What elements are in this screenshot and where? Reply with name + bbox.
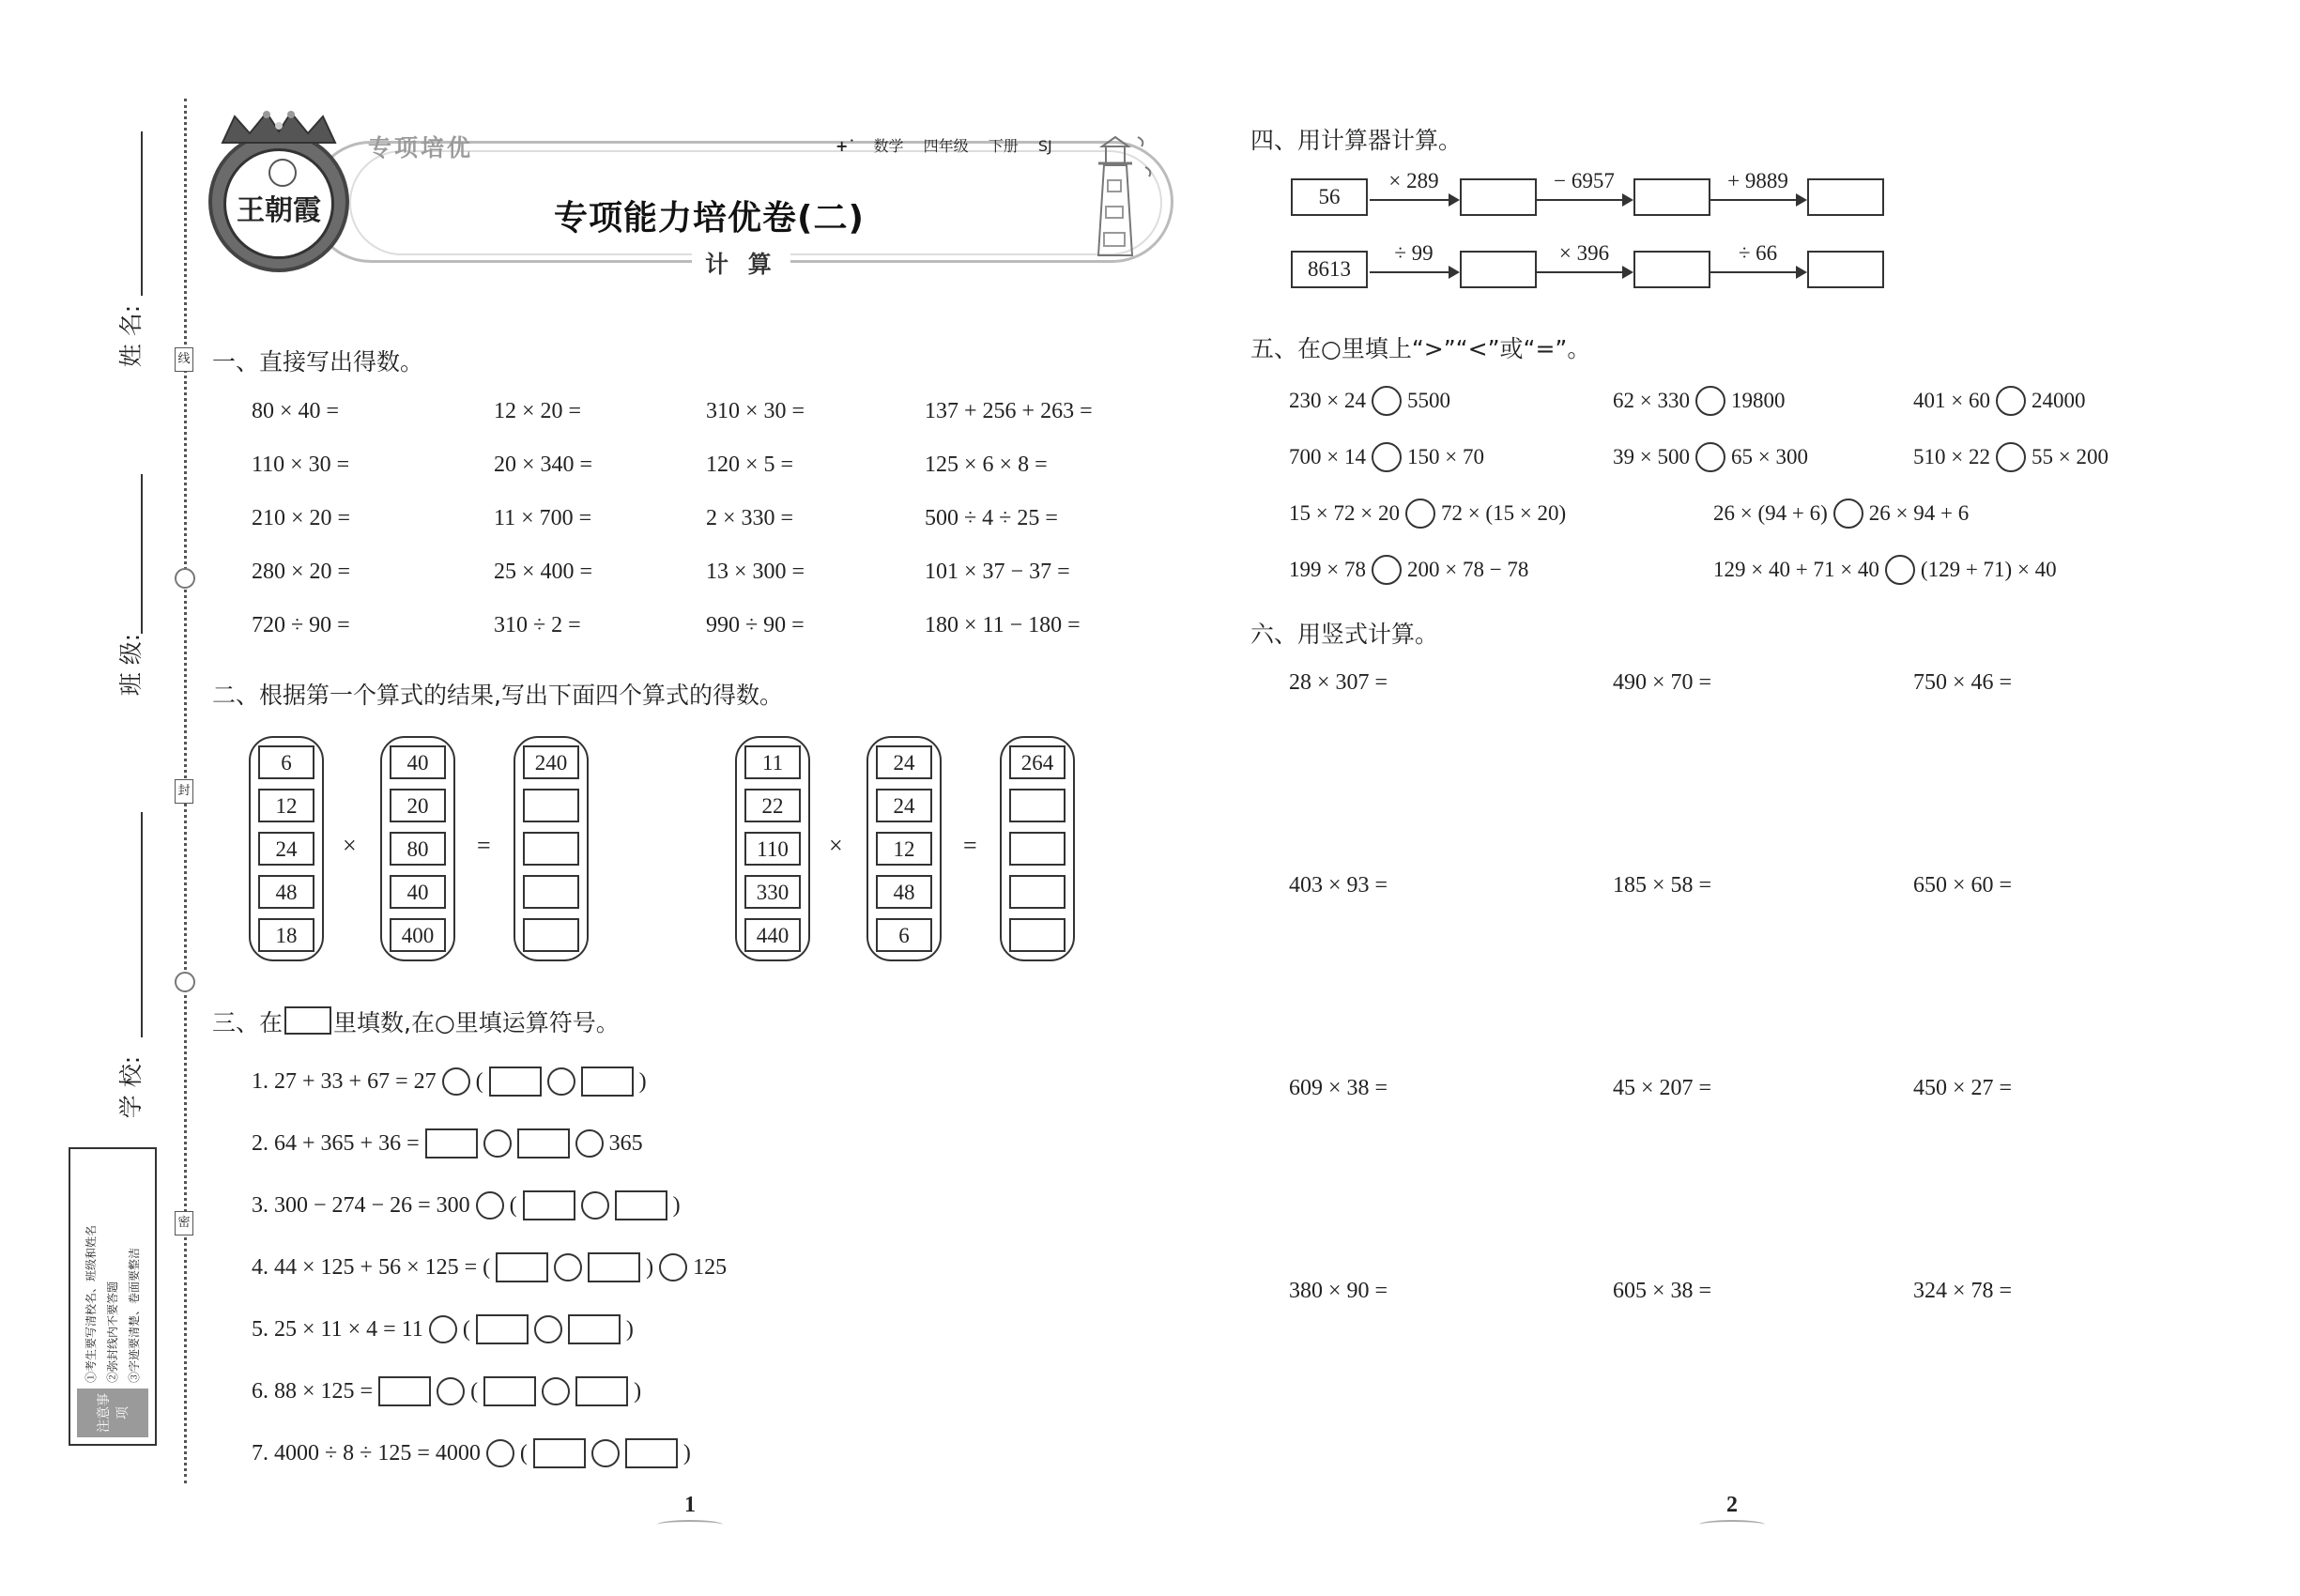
page-swoosh-icon (1699, 1520, 1765, 1529)
oral-calc-item: 180 × 11 − 180 = (925, 613, 1081, 637)
times-sign: × (343, 832, 357, 859)
compare-item (1289, 441, 1484, 473)
operator-circle[interactable] (575, 1129, 604, 1158)
compare-item (1289, 385, 1450, 417)
work-area[interactable] (1613, 1113, 1838, 1254)
compare-right: 5500 (1406, 389, 1450, 412)
equals-sign: = (963, 832, 977, 859)
oral-calc-item: 310 × 30 = (706, 399, 805, 423)
number-box[interactable] (476, 1314, 529, 1344)
number-cell: 80 (390, 832, 446, 866)
number-box[interactable] (489, 1067, 542, 1097)
number-cell: 40 (390, 745, 446, 779)
operator-circle[interactable] (547, 1067, 575, 1096)
seal-circle-icon (175, 972, 195, 992)
times-sign: × (829, 832, 843, 859)
operation-label: + 9889 (1727, 169, 1788, 192)
number-cell: 264 (1009, 745, 1066, 779)
school-underline[interactable] (141, 812, 143, 1037)
operator-circle[interactable] (581, 1191, 609, 1220)
work-area[interactable] (1613, 911, 1838, 1051)
compare-item (1913, 441, 2108, 473)
compare-right: 200 × 78 − 78 (1406, 558, 1529, 581)
brand-crown-icon (218, 111, 340, 145)
paren: ( (462, 1316, 470, 1342)
operator-circle[interactable] (429, 1315, 457, 1343)
operator-circle[interactable] (534, 1315, 562, 1343)
compare-right: 72 × (15 × 20) (1440, 501, 1567, 525)
page-title: 专项能力培优卷(二) (554, 199, 865, 238)
oral-calc-item: 280 × 20 = (252, 560, 351, 584)
number-box[interactable] (575, 1376, 628, 1406)
fill-blank-row (252, 1187, 681, 1224)
compare-circle[interactable] (1833, 499, 1863, 529)
compare-circle[interactable] (1372, 386, 1402, 416)
brand-badge (223, 148, 334, 259)
work-area[interactable] (1913, 911, 2139, 1051)
arrow-line (1710, 199, 1805, 201)
oral-calc-item: 11 × 700 = (494, 506, 592, 530)
vertical-calc-item: 450 × 27 = (1913, 1076, 2013, 1100)
vertical-calc-item: 28 × 307 = (1289, 670, 1388, 695)
oral-calc-item: 101 × 37 − 37 = (925, 560, 1070, 584)
fill-blank-row (252, 1125, 643, 1162)
result-box[interactable] (1807, 251, 1884, 288)
operator-circle[interactable] (442, 1067, 470, 1096)
answer-box[interactable] (1009, 832, 1066, 866)
compare-right: 150 × 70 (1406, 445, 1484, 468)
compare-right: (129 + 71) × 40 (1920, 558, 2057, 581)
equation-tail: 365 (608, 1130, 643, 1156)
compare-left: 26 × (94 + 6) (1713, 501, 1828, 525)
oral-calc-item: 120 × 5 = (706, 453, 794, 477)
result-box[interactable] (1633, 178, 1710, 216)
compare-circle[interactable] (1885, 555, 1915, 585)
number-cell: 24 (258, 832, 314, 866)
arrow-head-icon (1796, 266, 1807, 279)
result-box[interactable] (1460, 178, 1537, 216)
notes-title: 注意事项 (77, 1389, 148, 1437)
section2-title: 二、根据第一个算式的结果,写出下面四个算式的得数。 (212, 682, 783, 709)
paren: ) (646, 1254, 654, 1280)
number-cell: 12 (258, 789, 314, 822)
paren: ( (509, 1192, 517, 1218)
vertical-calc-item: 650 × 60 = (1913, 873, 2013, 898)
equation-text: 2. 64 + 365 + 36 = (252, 1130, 420, 1156)
paren: ( (519, 1440, 528, 1466)
compare-left: 199 × 78 (1289, 558, 1366, 581)
compare-circle[interactable] (1372, 442, 1402, 472)
note-line: ①考生要写清校名、班级和姓名 (84, 1224, 98, 1383)
equation-text: 6. 88 × 125 = (252, 1378, 374, 1404)
arrow-line (1537, 271, 1632, 273)
fill-blank-row (252, 1063, 647, 1100)
answer-box[interactable] (1009, 789, 1066, 822)
answer-box[interactable] (523, 789, 579, 822)
vertical-calc-item: 185 × 58 = (1613, 873, 1712, 898)
seal-mark-line: 线 (175, 347, 193, 372)
number-cell: 22 (744, 789, 801, 822)
operator-circle[interactable] (483, 1129, 512, 1158)
oral-calc-item: 990 ÷ 90 = (706, 613, 805, 637)
compare-left: 129 × 40 + 71 × 40 (1713, 558, 1879, 581)
arrow-line (1537, 199, 1632, 201)
equation-text: 1. 27 + 33 + 67 = 27 (252, 1068, 437, 1094)
oral-calc-item: 80 × 40 = (252, 399, 340, 423)
section1-title: 一、直接写出得数。 (212, 348, 424, 376)
paren: ) (682, 1440, 691, 1466)
compare-circle[interactable] (1996, 442, 2026, 472)
equation-tail: 125 (693, 1254, 728, 1280)
result-box[interactable] (1460, 251, 1537, 288)
class-underline[interactable] (141, 474, 143, 634)
paren: ) (625, 1316, 634, 1342)
number-cell: 40 (390, 875, 446, 909)
compare-circle[interactable] (1996, 386, 2026, 416)
compare-circle[interactable] (1372, 555, 1402, 585)
compare-item (1713, 554, 2057, 586)
chain-start-box: 8613 (1291, 251, 1368, 288)
paren: ) (638, 1068, 647, 1094)
number-cell: 24 (876, 789, 932, 822)
page-number-right: 2 (1690, 1493, 1774, 1529)
compare-left: 510 × 22 (1913, 445, 1990, 468)
compare-left: 230 × 24 (1289, 389, 1366, 412)
number-cell: 110 (744, 832, 801, 866)
number-cell: 12 (876, 832, 932, 866)
notes-content (77, 1156, 148, 1437)
page-swoosh-icon (657, 1520, 723, 1529)
number-cell: 48 (876, 875, 932, 909)
operator-circle[interactable] (659, 1253, 687, 1281)
paren: ( (483, 1254, 491, 1280)
arrow-line (1710, 271, 1805, 273)
vertical-calc-item: 750 × 46 = (1913, 670, 2013, 695)
fill-blank-row (252, 1311, 634, 1348)
number-cell: 440 (744, 918, 801, 952)
section4-title: 四、用计算器计算。 (1250, 127, 1463, 154)
oral-calc-item: 25 × 400 = (494, 560, 593, 584)
oral-calc-item: 2 × 330 = (706, 506, 794, 530)
number-box[interactable] (581, 1067, 634, 1097)
seal-mark-seal: 封 (175, 779, 193, 804)
number-cell: 20 (390, 789, 446, 822)
oral-calc-item: 720 ÷ 90 = (252, 613, 350, 637)
work-area[interactable] (1289, 911, 1514, 1051)
arrow-head-icon (1622, 193, 1633, 207)
work-area[interactable] (1289, 1316, 1514, 1457)
header-meta: +˙ 数学 四年级 下册 SJ (836, 137, 1052, 155)
compare-item (1289, 554, 1528, 586)
compare-item (1713, 498, 1969, 529)
number-box[interactable] (425, 1128, 478, 1159)
operator-circle[interactable] (554, 1253, 582, 1281)
compare-item (1613, 385, 1785, 417)
fill-blank-row (252, 1249, 727, 1286)
equation-text: 7. 4000 ÷ 8 ÷ 125 = 4000 (252, 1440, 481, 1466)
equation-text: 3. 300 − 274 − 26 = 300 (252, 1192, 470, 1218)
arrow-line (1370, 271, 1458, 273)
name-underline[interactable] (141, 131, 143, 296)
chain-start-box: 56 (1291, 178, 1368, 216)
number-box[interactable] (517, 1128, 570, 1159)
compare-item (1289, 498, 1566, 529)
operation-label: × 396 (1558, 241, 1610, 265)
compare-right: 55 × 200 (2031, 445, 2108, 468)
vertical-calc-item: 609 × 38 = (1289, 1076, 1388, 1100)
paren: ) (634, 1378, 642, 1404)
note-line: ③字迹要清楚、卷面要整洁 (128, 1247, 141, 1383)
fill-blank-row (252, 1435, 691, 1472)
compare-right: 65 × 300 (1730, 445, 1808, 468)
vertical-calc-item: 490 × 70 = (1613, 670, 1712, 695)
vertical-calc-item: 45 × 207 = (1613, 1076, 1712, 1100)
brand-name: 王朝霞 (237, 194, 321, 227)
work-area[interactable] (1289, 708, 1514, 849)
equation-text: 5. 25 × 11 × 4 = 11 (252, 1316, 423, 1342)
work-area[interactable] (1613, 1316, 1838, 1457)
oral-calc-item: 137 + 256 + 263 = (925, 399, 1093, 423)
oral-calc-item: 125 × 6 × 8 = (925, 453, 1048, 477)
operation-label: ÷ 66 (1738, 241, 1778, 265)
equation-text: 4. 44 × 125 + 56 × 125 = (252, 1254, 478, 1280)
compare-left: 401 × 60 (1913, 389, 1990, 412)
number-box[interactable] (568, 1314, 621, 1344)
paren: ( (470, 1378, 479, 1404)
vertical-calc-item: 324 × 78 = (1913, 1279, 2013, 1303)
fill-blank-row (252, 1373, 641, 1410)
number-box[interactable] (378, 1376, 431, 1406)
paren: ) (672, 1192, 681, 1218)
oral-calc-item: 12 × 20 = (494, 399, 582, 423)
name-label: 姓 名: (117, 304, 146, 368)
class-label: 班 级: (117, 633, 146, 697)
compare-left: 15 × 72 × 20 (1289, 501, 1400, 525)
number-box[interactable] (533, 1438, 586, 1468)
compare-right: 26 × 94 + 6 (1868, 501, 1970, 525)
number-box[interactable] (588, 1252, 640, 1282)
answer-box[interactable] (523, 875, 579, 909)
number-cell: 48 (258, 875, 314, 909)
answer-box[interactable] (1009, 875, 1066, 909)
oral-calc-item: 310 ÷ 2 = (494, 613, 581, 637)
school-label: 学 校: (117, 1055, 146, 1119)
seal-mark-secret: 密 (175, 1211, 193, 1235)
oral-calc-item: 110 × 30 = (252, 453, 350, 477)
compare-left: 62 × 330 (1613, 389, 1690, 412)
section3-title: 三、在 里填数,在○里填运算符号。 (212, 1005, 620, 1038)
compare-left: 700 × 14 (1289, 445, 1366, 468)
vertical-calc-item: 605 × 38 = (1613, 1279, 1712, 1303)
compare-right: 24000 (2031, 389, 2086, 412)
work-area[interactable] (1913, 1316, 2139, 1457)
compare-right: 19800 (1730, 389, 1786, 412)
operation-label: × 289 (1388, 169, 1439, 192)
compare-item (1913, 385, 2085, 417)
operation-label: ÷ 99 (1394, 241, 1434, 265)
result-box[interactable] (1807, 178, 1884, 216)
paren: ( (475, 1068, 483, 1094)
work-area[interactable] (1913, 1113, 2139, 1254)
result-box[interactable] (1633, 251, 1710, 288)
operator-circle[interactable] (476, 1191, 504, 1220)
number-box[interactable] (483, 1376, 536, 1406)
operator-circle[interactable] (542, 1377, 570, 1405)
seal-circle-icon (175, 568, 195, 589)
oral-calc-item: 500 ÷ 4 ÷ 25 = (925, 506, 1058, 530)
arrow-head-icon (1449, 193, 1460, 207)
compare-left: 39 × 500 (1613, 445, 1690, 468)
note-line: ②弥封线内不要答题 (106, 1281, 119, 1383)
arrow-line (1370, 199, 1458, 201)
number-cell: 6 (876, 918, 932, 952)
answer-box[interactable] (523, 918, 579, 952)
arrow-head-icon (1449, 266, 1460, 279)
number-box[interactable] (523, 1190, 575, 1220)
notes-box (69, 1147, 157, 1446)
section5-title: 五、在○里填上“>”“<”或“=”。 (1250, 335, 1591, 362)
operator-circle[interactable] (591, 1439, 620, 1467)
sparkle-icon: +˙ (836, 137, 856, 155)
series-tag: 专项培优 (368, 134, 474, 161)
brand-icon (268, 159, 297, 187)
work-area[interactable] (1913, 708, 2139, 849)
page-number-left: 1 (648, 1493, 732, 1529)
work-area[interactable] (1613, 708, 1838, 849)
number-cell: 18 (258, 918, 314, 952)
title-answer-box-icon (284, 1006, 331, 1035)
number-cell: 6 (258, 745, 314, 779)
lighthouse-icon (1080, 131, 1164, 263)
oral-calc-item: 20 × 340 = (494, 453, 593, 477)
oral-calc-item: 13 × 300 = (706, 560, 805, 584)
equals-sign: = (477, 832, 491, 859)
arrow-head-icon (1796, 193, 1807, 207)
compare-circle[interactable] (1695, 386, 1725, 416)
number-cell: 240 (523, 745, 579, 779)
page-subtitle: 计 算 (692, 246, 790, 280)
number-cell: 400 (390, 918, 446, 952)
vertical-calc-item: 403 × 93 = (1289, 873, 1388, 898)
number-box[interactable] (615, 1190, 667, 1220)
number-cell: 24 (876, 745, 932, 779)
compare-circle[interactable] (1405, 499, 1435, 529)
answer-box[interactable] (523, 832, 579, 866)
vertical-calc-item: 380 × 90 = (1289, 1279, 1388, 1303)
section6-title: 六、用竖式计算。 (1250, 621, 1439, 648)
compare-circle[interactable] (1695, 442, 1725, 472)
number-box[interactable] (625, 1438, 678, 1468)
answer-box[interactable] (1009, 918, 1066, 952)
operation-label: − 6957 (1554, 169, 1615, 192)
number-cell: 330 (744, 875, 801, 909)
number-cell: 11 (744, 745, 801, 779)
operator-circle[interactable] (486, 1439, 514, 1467)
operator-circle[interactable] (437, 1377, 465, 1405)
compare-item (1613, 441, 1808, 473)
oral-calc-item: 210 × 20 = (252, 506, 351, 530)
number-box[interactable] (496, 1252, 548, 1282)
arrow-head-icon (1622, 266, 1633, 279)
work-area[interactable] (1289, 1113, 1514, 1254)
